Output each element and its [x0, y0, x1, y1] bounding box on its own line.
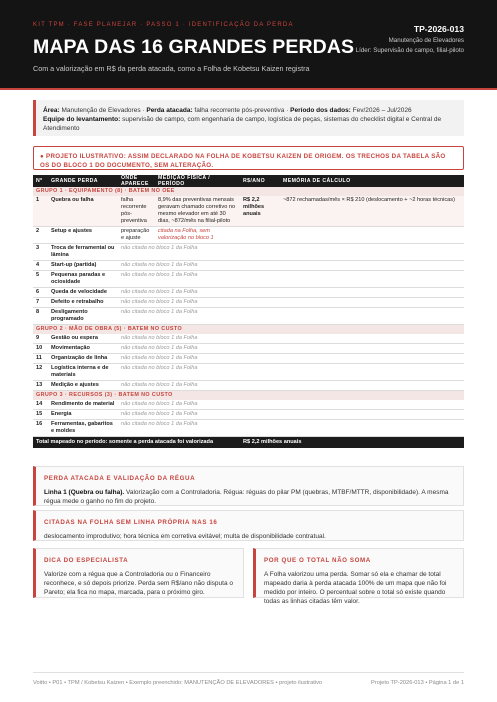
table-header-row: [33, 175, 464, 187]
document-header: [0, 0, 497, 88]
col-header-medicao: MEDIÇÃO FÍSICA / PERÍODO: [155, 175, 240, 187]
panel-dica: [33, 548, 244, 598]
table-row: 12 Logística interna e de materiais não citada no bloco 1 da Folha: [33, 364, 464, 381]
panel-porque-title: POR QUE O TOTAL NÃO SOMA: [264, 557, 371, 564]
table-row: 7 Defeito e retrabalho não citada no bloco 1 da Folha: [33, 298, 464, 308]
table-row: 15 Energia não citada no bloco 1 da Folha: [33, 410, 464, 420]
total-row: Total mapeado no período: somente a perda atacada foi valorizada R$ 2,2 milhões anuais: [33, 437, 464, 449]
table-row: 9 Gestão ou espera não citada no bloco 1 da Folha: [33, 334, 464, 344]
panel-dica-title: DICA DO ESPECIALISTA: [44, 557, 129, 564]
periodo-label: Período dos dados:: [290, 107, 351, 114]
area-value: Manutenção de Elevadores: [61, 107, 141, 114]
panel-perda-lead: Linha 1 (Quebra ou falha).: [44, 489, 125, 496]
footer-page-info: Projeto TP-2026-013 • Página 1 de 1: [371, 680, 464, 686]
illustrative-project-warning: ● PROJETO ILUSTRATIVO: ASSIM DECLARADO NA FOLHA DE KOBETSU KAIZEN DE ORIGEM. OS TRECHOS DA TABELA SÃO OS DO BLOCO 1 DO DOCUMENTO, SEM ALTERAÇÃO.: [33, 146, 464, 170]
table-row: 11 Organização de linha não citada no bloco 1 da Folha: [33, 354, 464, 364]
document-id: TP-2026-013: [413, 24, 464, 34]
table-row: 8 Desligamento programado não citada no bloco 1 da Folha: [33, 308, 464, 325]
table-row: 3 Troca de ferramental ou lâmina não citada no bloco 1 da Folha: [33, 244, 464, 261]
perda-value: falha recorrente pós-preventiva: [194, 107, 285, 114]
project-info-box: Área: Manutenção de Elevadores · Perda atacada: falha recorrente pós-preventiva · Período dos dados: Fev/2026 – Jul/2026 Equipe do levantamento: supervisão de campo, com engenharia de campo, logística de peças, sistemas do checklist digital e Central de Atendimento: [33, 100, 464, 136]
table-row: 14 Rendimento de material não citada no bloco 1 da Folha: [33, 400, 464, 410]
losses-table: [33, 175, 464, 448]
header-divider: [0, 88, 497, 90]
table-row: 5 Pequenas paradas e ociosidade não citada no bloco 1 da Folha: [33, 271, 464, 288]
group-row-mao-de-obra: GRUPO 2 · MÃO DE OBRA (5) · BATEM NO CUSTO: [33, 325, 464, 335]
panel-citadas-title: CITADAS NA FOLHA SEM LINHA PRÓPRIA NAS 16: [44, 519, 218, 526]
table-row: 13 Medição e ajustes não citada no bloco 1 da Folha: [33, 381, 464, 391]
table-row: 1 Quebra ou falha falha recorrente pós-preventiva 8,9% das preventivas mensais geravam chamado corretivo no mesmo elevador em até 30 dias, ~872/mês na filial-piloto R$ 2,2 milhões anuais ~872 rechamadas/mês × R$ 210 (deslocamento + ~2 horas técnicas): [33, 196, 464, 227]
table-row: 6 Queda de velocidade não citada no bloco 1 da Folha: [33, 288, 464, 298]
area-label: Área:: [43, 107, 60, 114]
col-header-perda: GRANDE PERDA: [48, 175, 118, 187]
page-subtitle: Com a valorização em R$ da perda atacada, como a Folha de Kobetsu Kaizen registra: [33, 64, 310, 73]
footer-divider: [33, 672, 464, 673]
footer-left: Voitto • P01 • TPM / Kobetsu Kaizen • Exemplo preenchido: MANUTENÇÃO DE ELEVADORES • projeto ilustrativo: [33, 680, 323, 686]
panel-perda-title: PERDA ATACADA E VALIDAÇÃO DA RÉGUA: [44, 475, 196, 482]
col-header-num: Nº: [33, 175, 48, 187]
page-title: MAPA DAS 16 GRANDES PERDAS: [33, 36, 355, 58]
header-area: Manutenção de Elevadores: [388, 37, 464, 44]
panel-porque: [253, 548, 464, 605]
table-row: 16 Ferramentas, gabaritos e moldes não citada no bloco 1 da Folha: [33, 420, 464, 437]
panel-perda-atacada: [33, 466, 464, 506]
group-row-recursos: GRUPO 3 · RECURSOS (3) · BATEM NO CUSTO: [33, 391, 464, 401]
col-header-onde: ONDE APARECE: [118, 175, 155, 187]
col-header-rs: R$/ANO: [240, 175, 280, 187]
equipe-value: supervisão de campo, com engenharia de campo, logística de peças, sistemas do checklist digital e Central de Atendimento: [43, 116, 442, 132]
header-kicker: KIT TPM · FASE PLANEJAR · PASSO 1 · IDENTIFICAÇÃO DA PERDA: [33, 22, 294, 28]
header-leader: Líder: Supervisão de campo, filial-piloto: [355, 47, 464, 54]
col-header-memoria: MEMÓRIA DE CÁLCULO: [280, 175, 464, 187]
panel-perda-text: Valorização com a Controladoria. Régua: réguas do pilar PM (quebras, MTBF/MTTR, disponibilidade). A mesma régua mede o ganho no fim do projeto.: [44, 489, 449, 505]
group-row-equipamento: GRUPO 1 · EQUIPAMENTO (8) · BATEM NO OEE: [33, 187, 464, 196]
equipe-label: Equipe do levantamento:: [43, 116, 121, 123]
periodo-value: Fev/2026 – Jul/2026: [352, 107, 412, 114]
table-row: 4 Start-up (partida) não citada no bloco 1 da Folha: [33, 261, 464, 271]
panel-citadas: [33, 510, 464, 541]
panel-porque-text: A Folha valorizou uma perda. Somar só ela e chamar de total mapeado daria à perda atacada 100% de um mapa que não foi medido por inteiro. O percentual sobre o total só existe quando todas as linhas citadas têm valor.: [264, 571, 447, 605]
table-row: 10 Movimentação não citada no bloco 1 da Folha: [33, 344, 464, 354]
panel-dica-text: Valorize com a régua que a Controladoria ou o Financeiro reconhece, e só depois priorize. Perda sem R$/ano não disputa o Pareto; ela fica no mapa, marcada, para o próximo giro.: [44, 571, 233, 596]
table-row: 2 Setup e ajustes preparação e ajuste citada na Folha, sem valorização no bloco 1: [33, 227, 464, 244]
perda-label: Perda atacada:: [146, 107, 193, 114]
panel-citadas-text: deslocamento improdutivo; hora técnica em corretiva evitável; multa de disponibilidade contratual.: [44, 533, 326, 540]
